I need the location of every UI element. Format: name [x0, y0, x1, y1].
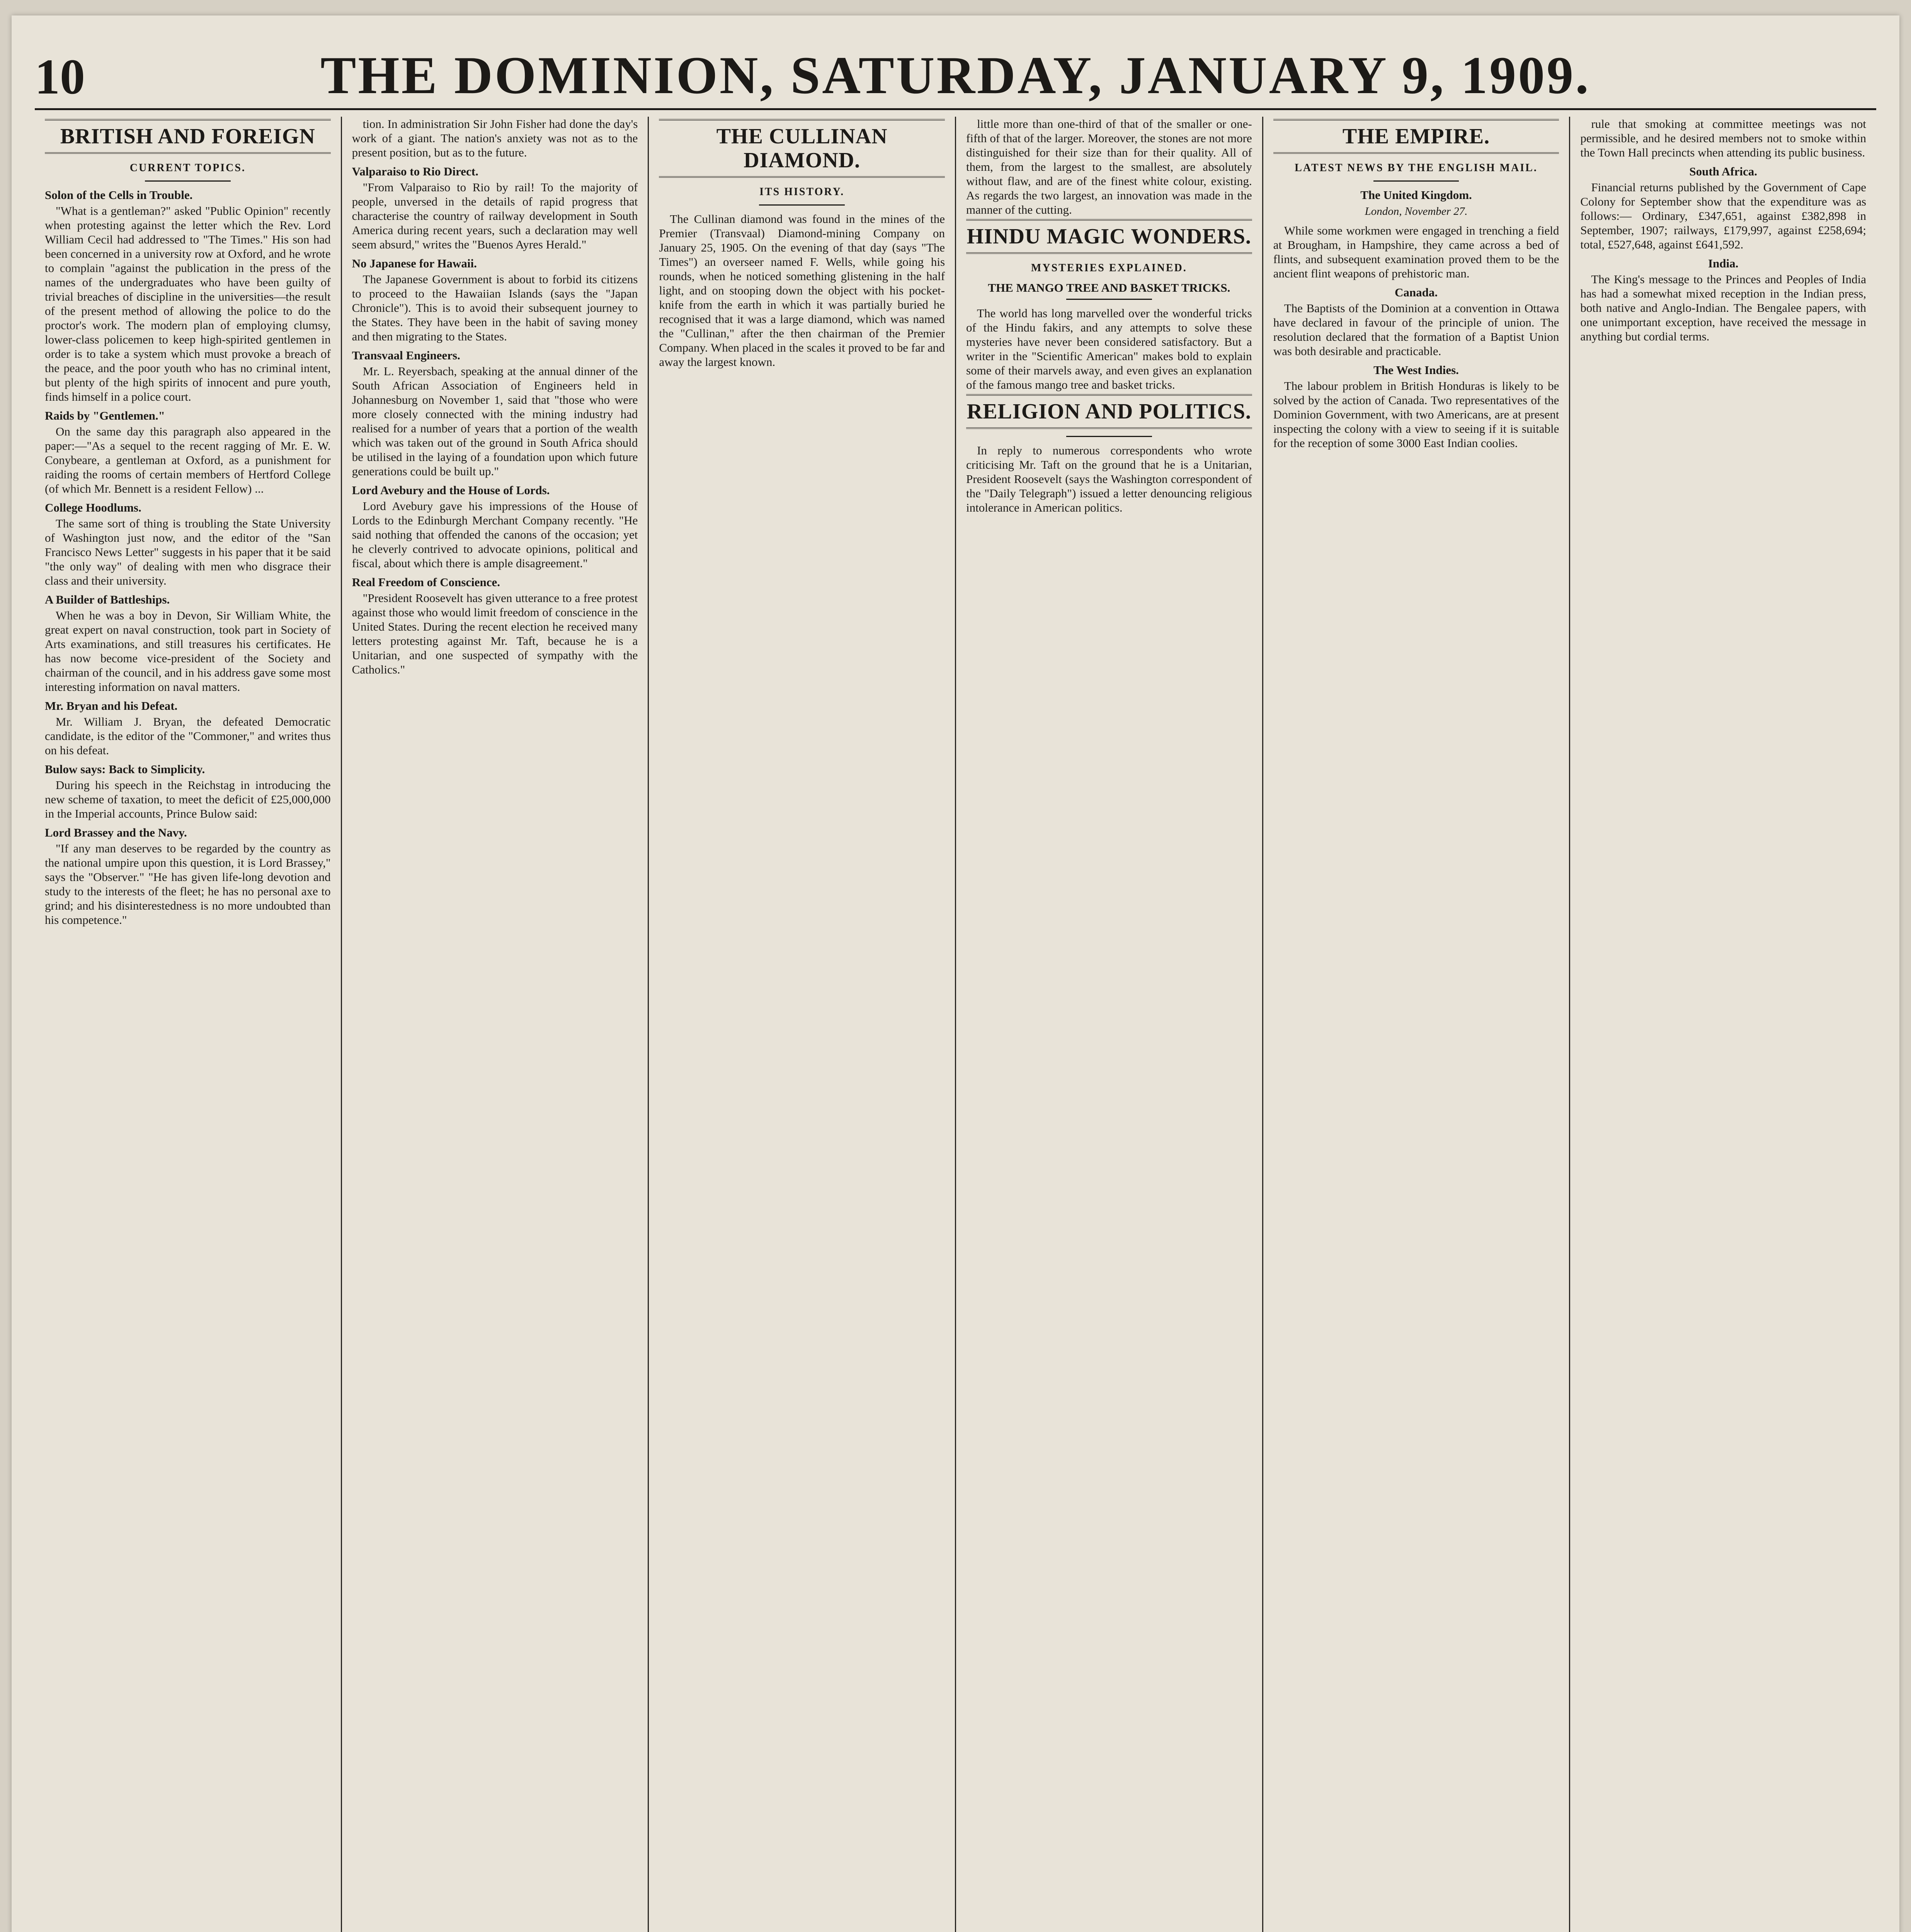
item-text: On the same day this paragraph also appeared in the paper:—"As a sequel to the recent ragging of Mr. E. W. Conybeare, a gentleman at Oxford, as a punishment for raiding the rooms of certain members of Hertford College (of which Mr. Bennett is a resident Fellow) ... — [45, 425, 331, 495]
item-text: rule that smoking at committee meetings was not permissible, and he desired members not to smoke within the Town Hall precincts when attending its public business. — [1580, 117, 1867, 159]
column-3 — [649, 117, 956, 1932]
item-title: Bulow says: Back to Simplicity. — [45, 762, 205, 776]
religion-politics-text: In reply to numerous correspondents who wrote criticising Mr. Taft on the ground that he is a Unitarian, President Roosevelt (says the Washington correspondent of the "Daily Telegraph") issued a letter denouncing religious intolerance in American politics. — [966, 444, 1252, 514]
item-text: Mr. L. Reyersbach, speaking at the annual dinner of the South African Association of Engineers held in Johannesburg on November 1, said that "those who were more closely connected with the mining industry had realised for a number of years that a portion of the wealth which was taken out of the ground in South Africa should be utilised in the laying of a foundation upon which future generations could be built up." — [352, 364, 638, 478]
hindu-magic-subsubheading: THE MANGO TREE AND BASKET TRICKS. — [988, 281, 1230, 294]
item-title: Real Freedom of Conscience. — [352, 575, 500, 589]
hindu-magic-text: The world has long marvelled over the wonderful tricks of the Hindu fakirs, and any attempts to solve these mysteries have never been considered satisfactory. But a writer in the "Scientific American" makes bold to explain some of their marvels away, and even gives an explanation of the famous mango tree and basket tricks. — [966, 306, 1252, 391]
item-text: When he was a boy in Devon, Sir William White, the great expert on naval construction, took part in Society of Arts examinations, and still treasures his certificates. He has now become vice-president of the Society and chairman of the council, and in his address gave some most interesting information on naval matters. — [45, 609, 331, 694]
item-text: "From Valparaiso to Rio by rail! To the majority of people, unversed in the details of rapid progress that characterise the country of railway development in South America during recent years, such a declaration may well seem absurd," writes the "Buenos Ayres Herald." — [352, 180, 638, 251]
column-4 — [956, 117, 1263, 1932]
item-title: South Africa. — [1689, 165, 1758, 178]
item-text: tion. In administration Sir John Fisher had done the day's work of a giant. The nation's anxiety was not as to the present position, but as to the future. — [352, 117, 638, 159]
section-title: The United Kingdom. — [1360, 188, 1472, 202]
section-text: While some workmen were engaged in trenching a field at Brougham, in Hampshire, they came across a bed of flints, and subsequent examination proved them to be the ancient flint weapons of prehistoric man. — [1273, 224, 1559, 280]
item-text: Lord Avebury gave his impressions of the House of Lords to the Edinburgh Merchant Company recently. "He said nothing that offended the canons of the occasion; yet he cleverly contrived to advocate opinions, political and fiscal, about which there is ample disagreement." — [352, 499, 638, 570]
empire-subheading: LATEST NEWS BY THE ENGLISH MAIL. — [1295, 162, 1538, 174]
column-5 — [1263, 117, 1571, 1932]
article-columns — [35, 117, 1876, 1932]
empire-heading: THE EMPIRE. — [1273, 119, 1559, 154]
item-title: Lord Avebury and the House of Lords. — [352, 483, 550, 497]
divider — [145, 180, 231, 182]
divider — [1373, 180, 1459, 182]
item-title: Transvaal Engineers. — [352, 349, 460, 362]
section-text: The Baptists of the Dominion at a convention in Ottawa have declared in favour of the principle of union. The resolution declared that the formation of a Baptist Union was both desirable and practicable. — [1273, 301, 1559, 358]
cullinan-continued-text: little more than one-third of that of the smaller or one-fifth of that of the larger. Moreover, the stones are not more distinguished for their size than for their quality. All of them, from the largest to the smallest, are absolutely without flaw, and are of the finest white colour, existing. As regards the two largest, an innovation was made in the manner of the cutting. — [966, 117, 1252, 216]
newspaper-title: THE DOMINION, SATURDAY, JANUARY 9, 1909. — [320, 46, 1591, 105]
section-title: The West Indies. — [1373, 363, 1459, 377]
cullinan-heading: THE CULLINAN DIAMOND. — [659, 119, 945, 178]
british-foreign-heading: BRITISH AND FOREIGN — [45, 119, 331, 154]
cullinan-subheading: ITS HISTORY. — [759, 186, 845, 198]
item-text: During his speech in the Reichstag in introducing the new scheme of taxation, to meet the deficit of £25,000,000 in the Imperial accounts, Prince Bulow said: — [45, 778, 331, 820]
religion-politics-heading: RELIGION AND POLITICS. — [966, 394, 1252, 429]
page-number: 10 — [35, 49, 85, 105]
item-title: Mr. Bryan and his Defeat. — [45, 699, 178, 713]
item-title: Lord Brassey and the Navy. — [45, 826, 187, 839]
divider — [759, 204, 845, 206]
item-title: India. — [1708, 257, 1739, 270]
column-2 — [342, 117, 649, 1932]
section-text: The labour problem in British Honduras is likely to be solved by the action of Canada. Two representatives of the Dominion Government, with two Americans, are at present inspecting the colony with a view to seeing if it is suitable for the reception of some 3000 East Indian coolies. — [1273, 379, 1559, 450]
item-text: The same sort of thing is troubling the State University of Washington just now, and the editor of the "San Francisco News Letter" suggests in his paper that it be said "the only way" of dealing with men who disgrace their class and their university. — [45, 517, 331, 587]
current-topics-subheading: CURRENT TOPICS. — [129, 162, 246, 174]
dateline: London, November 27. — [1365, 205, 1468, 218]
item-text: "What is a gentleman?" asked "Public Opinion" recently when protesting against the letter which the Rev. Lord William Cecil had addressed to "The Times." His son had been concerned in a university row at Oxford, and he wrote to complain "against the publication in the press of the names of the undergraduates who have been guilty of trivial breaches of discipline in the universities—the result of the present method of allowing the police to do the proctor's work. The modern plan of employing clumsy, lower-class policemen to keep high-spirited gentlemen in order is to take a system which must provoke a breach of the peace, and the poor youth who has no criminal intent, but plenty of the high spirits of innocent and pure youth, finds himself in a police court. — [45, 204, 331, 403]
item-title: A Builder of Battleships. — [45, 593, 170, 606]
item-text: The Japanese Government is about to forbid its citizens to proceed to the Hawaiian Islands (says the "Japan Chronicle"). This is to avoid their subsequent journey to the States. They have been in the habit of saving money and then migrating to the States. — [352, 272, 638, 343]
divider — [1066, 436, 1152, 437]
item-title: Valparaiso to Rio Direct. — [352, 165, 478, 178]
masthead — [35, 27, 1876, 110]
item-text: The King's message to the Princes and Peoples of India has had a somewhat mixed reception in the Indian press, both native and Anglo-Indian. The Bengalee papers, with one unimportant exception, have received the message in anything but cordial terms. — [1580, 272, 1867, 343]
cullinan-text: The Cullinan diamond was found in the mines of the Premier (Transvaal) Diamond-mining Company on January 25, 1905. On the evening of that day (says "The Times") an overseer named F. Wells, while going his rounds, when he noticed something glistening in the half light, and on stooping down the object with his pocket-knife from the earth in which it was partially buried he recognised that it was a large diamond, which was named the "Cullinan," after the then chairman of the Premier Company. When placed in the scales it proved to be far and away the largest known. — [659, 212, 945, 369]
item-text: "President Roosevelt has given utterance to a free protest against those who would limit freedom of conscience in the United States. During the recent election he received many letters protesting against Mr. Taft, because he is a Unitarian, and one suspected of sympathy with the Catholics." — [352, 591, 638, 676]
hindu-magic-heading: HINDU MAGIC WONDERS. — [966, 219, 1252, 254]
item-text: Mr. William J. Bryan, the defeated Democratic candidate, is the editor of the "Commoner," and writes thus on his defeat. — [45, 715, 331, 757]
hindu-magic-subheading: MYSTERIES EXPLAINED. — [1031, 262, 1187, 274]
item-title: College Hoodlums. — [45, 501, 141, 514]
item-title: Solon of the Cells in Trouble. — [45, 188, 193, 202]
item-text: "If any man deserves to be regarded by the country as the national umpire upon this question, it is Lord Brassey," says the "Observer." "He has given life-long devotion and study to the interests of the fleet; he has no personal axe to grind; and his disinterestedness is no more undoubted than his competence." — [45, 842, 331, 927]
divider — [1066, 299, 1152, 300]
column-6 — [1570, 117, 1876, 1932]
section-title: Canada. — [1394, 286, 1438, 299]
column-1 — [35, 117, 342, 1932]
item-title: Raids by "Gentlemen." — [45, 409, 165, 422]
item-title: No Japanese for Hawaii. — [352, 257, 477, 270]
item-text: Financial returns published by the Government of Cape Colony for September show that the expenditure was as follows:— Ordinary, £347,651, against £382,898 in September, 1907; railways, £179,997, against £258,694; total, £527,648, against £641,592. — [1580, 180, 1867, 251]
newspaper-page — [12, 15, 1899, 1932]
